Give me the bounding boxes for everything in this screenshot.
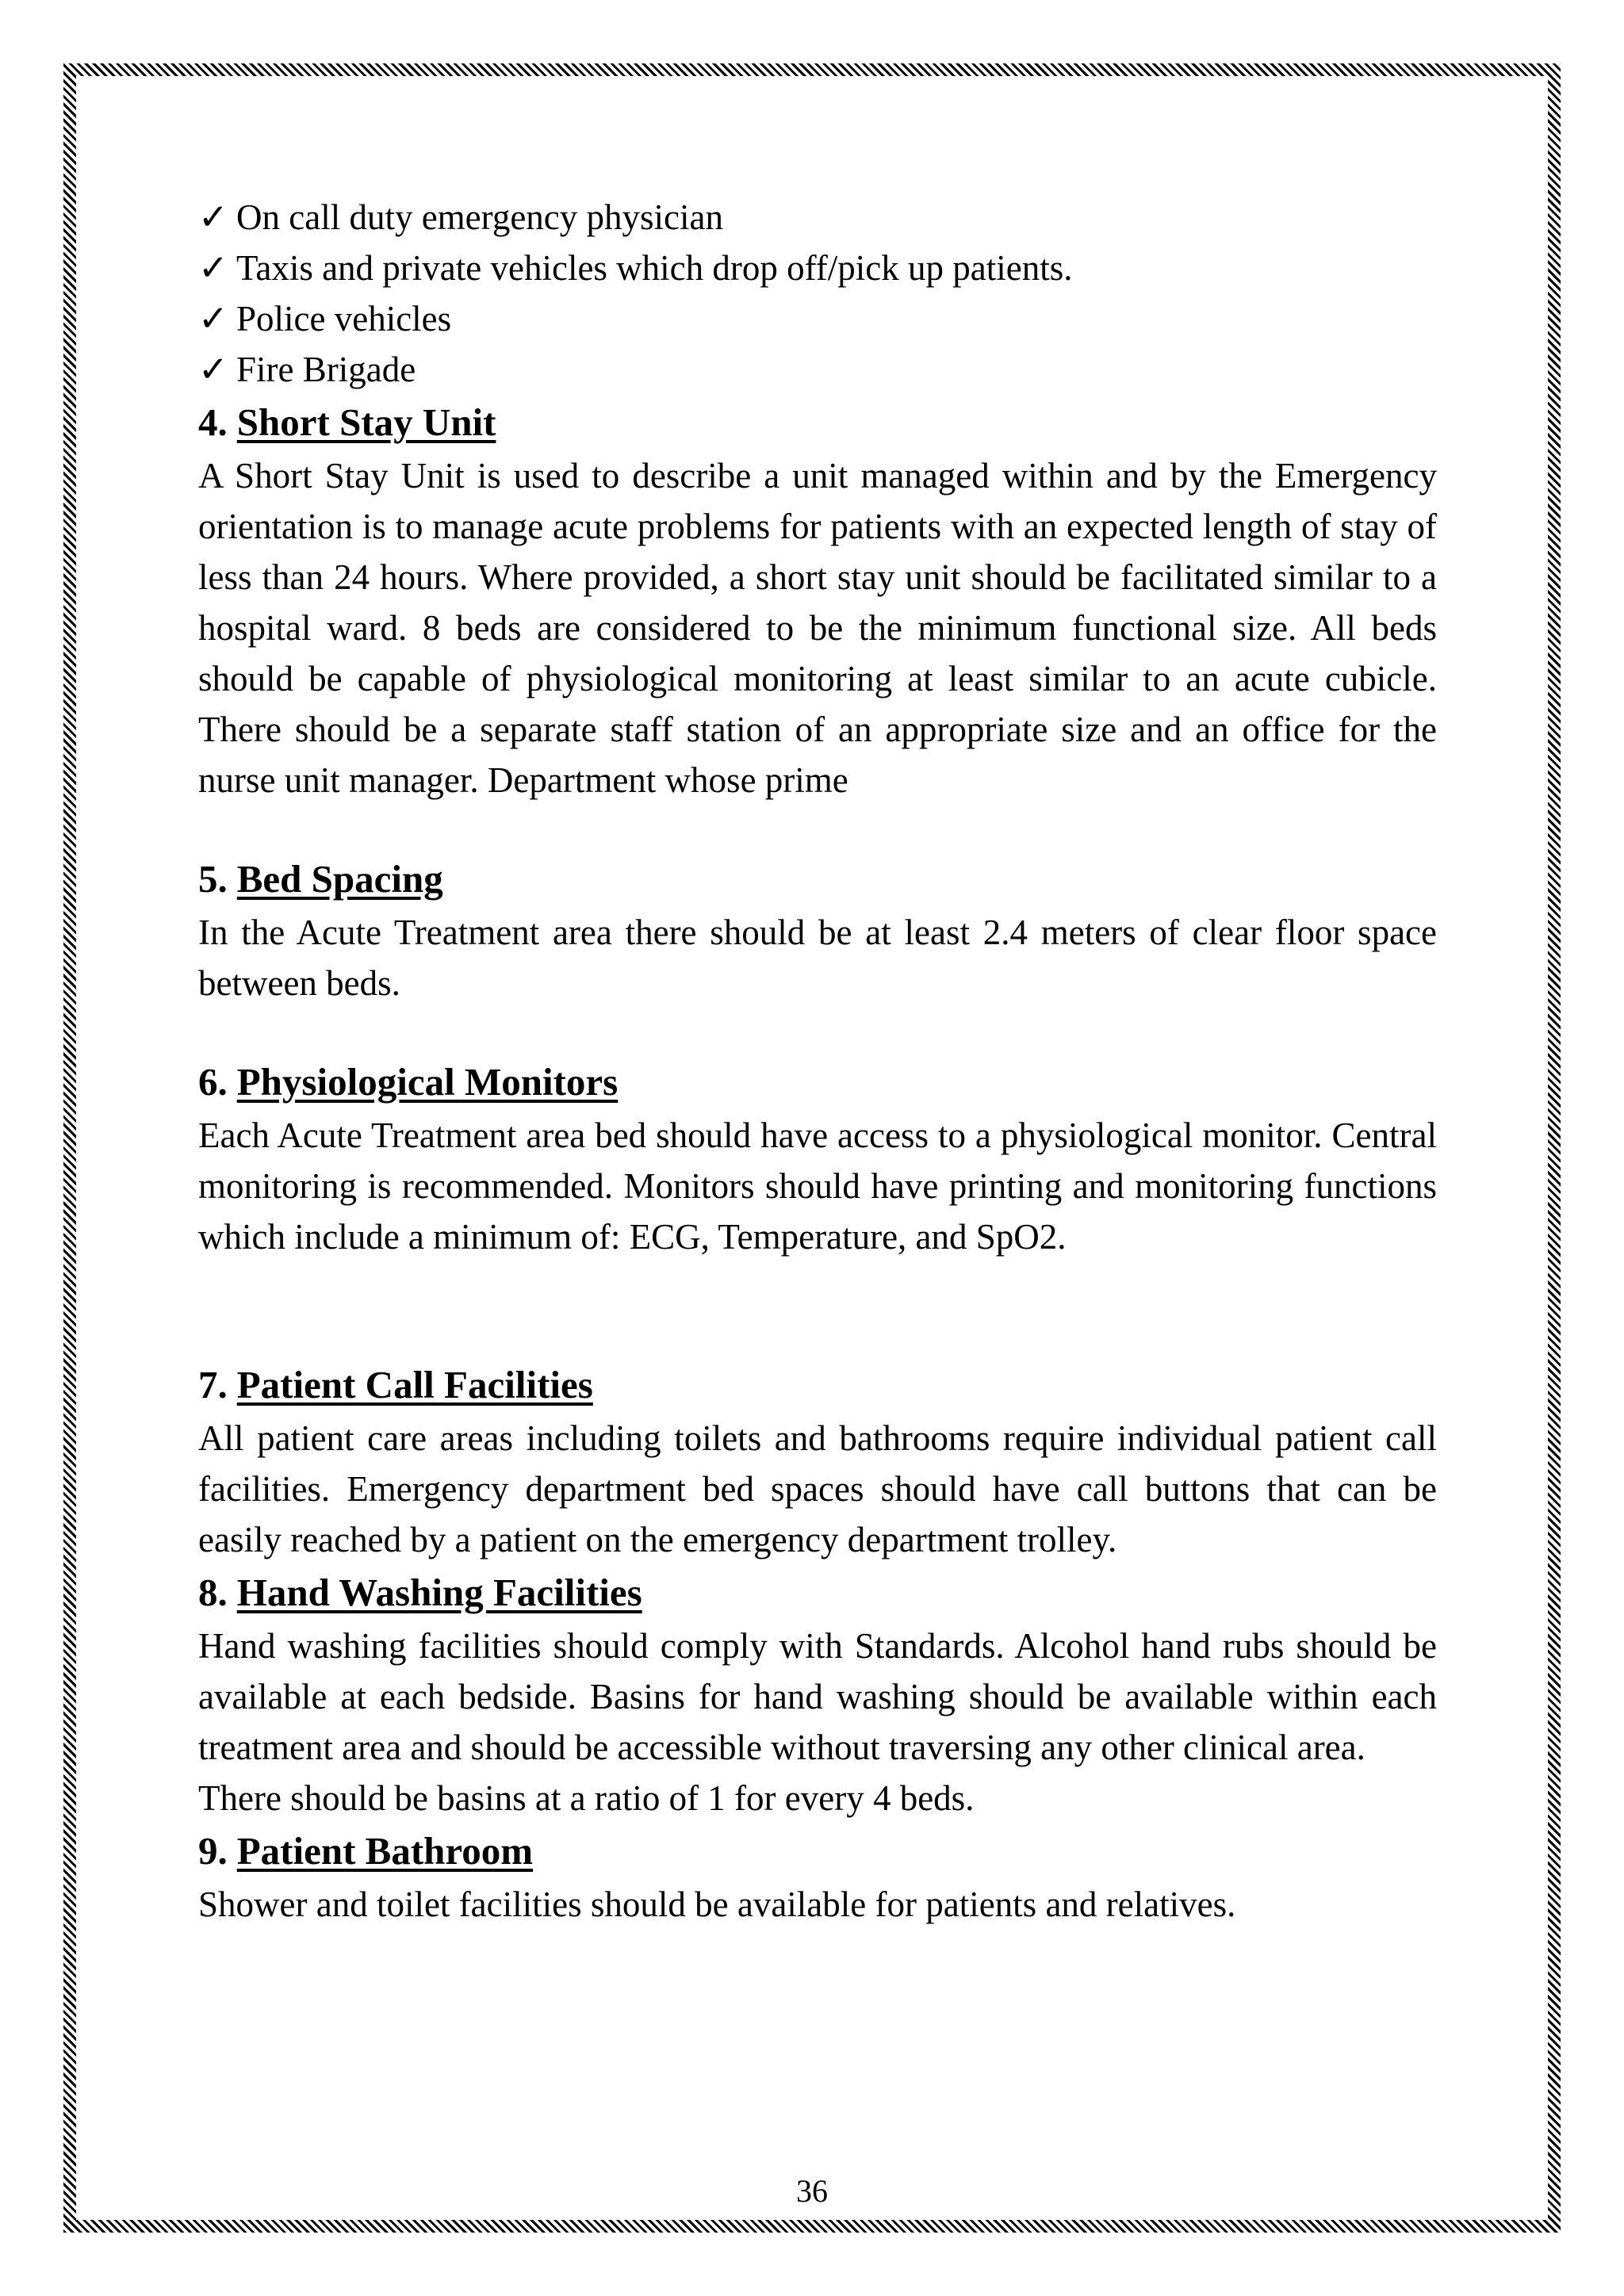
section-heading-patient-call-facilities	[198, 1357, 1437, 1413]
page-number: 36	[796, 2173, 828, 2209]
list-item-text: Police vehicles	[236, 299, 452, 339]
section-number: 5.	[198, 857, 228, 901]
section-heading-bed-spacing	[198, 851, 1437, 907]
section-paragraph: Shower and toilet facilities should be available for patients and relatives.	[198, 1885, 1236, 1924]
section-title: Short Stay Unit	[236, 400, 496, 444]
list-item-text: Taxis and private vehicles which drop off/pick up patients.	[236, 248, 1073, 288]
section-paragraph: Each Acute Treatment area bed should have access to a physiological monitor. Central monitoring is recommended. Monitors should have printing and monitoring functions which include a minimum of: ECG, Temperature, and SpO2.	[198, 1115, 1437, 1257]
section-paragraph: All patient care areas including toilets and bathrooms require individual patient call facilities. Emergency department bed spaces should have call buttons that can be easily reached by a patient on the emergency department trolley.	[198, 1418, 1437, 1559]
section-heading-hand-washing-facilities	[198, 1565, 1437, 1621]
section-title: Physiological Monitors	[236, 1060, 619, 1104]
section-number: 4.	[198, 400, 228, 444]
checkmark-icon: ✓	[198, 350, 228, 389]
page-content	[198, 192, 1437, 1930]
list-item-text: Fire Brigade	[236, 350, 416, 389]
section-number: 9.	[198, 1829, 228, 1873]
section-heading-patient-bathroom	[198, 1823, 1437, 1879]
section-paragraph: Hand washing facilities should comply with Standards. Alcohol hand rubs should be available at each bedside. Basins for hand washing should be available within each treatment area and should be accessible without traversing any other clinical area.	[198, 1626, 1437, 1767]
checkmark-icon: ✓	[198, 248, 228, 288]
section-number: 7.	[198, 1363, 228, 1406]
list-item	[198, 293, 1437, 344]
section-title: Bed Spacing	[236, 857, 443, 901]
section-paragraph: There should be basins at a ratio of 1 for every 4 beds.	[198, 1778, 975, 1818]
checklist	[198, 192, 1437, 395]
section-number: 6.	[198, 1060, 228, 1104]
list-item	[198, 192, 1437, 243]
section-paragraph: A Short Stay Unit is used to describe a unit managed within and by the Emergency orientation is to manage acute problems for patients with an expected length of stay of less than 24 hours. Where provided, a short stay unit should be facilitated similar to a hospital ward. 8 beds are considered to be the minimum functional size. All beds should be capable of physiological monitoring at least similar to an acute cubicle. There should be a separate staff station of an appropriate size and an office for the nurse unit manager. Department whose prime	[198, 456, 1437, 800]
list-item-text: On call duty emergency physician	[236, 197, 723, 237]
list-item	[198, 243, 1437, 293]
section-heading-short-stay-unit	[198, 395, 1437, 450]
section-title: Patient Call Facilities	[236, 1363, 593, 1406]
section-title: Patient Bathroom	[236, 1829, 534, 1873]
section-heading-physiological-monitors	[198, 1054, 1437, 1110]
list-item	[198, 344, 1437, 395]
checkmark-icon: ✓	[198, 197, 228, 237]
section-paragraph: In the Acute Treatment area there should be at least 2.4 meters of clear floor space between beds.	[198, 913, 1437, 1003]
section-title: Hand Washing Facilities	[236, 1571, 642, 1614]
checkmark-icon: ✓	[198, 299, 228, 339]
section-number: 8.	[198, 1571, 228, 1614]
